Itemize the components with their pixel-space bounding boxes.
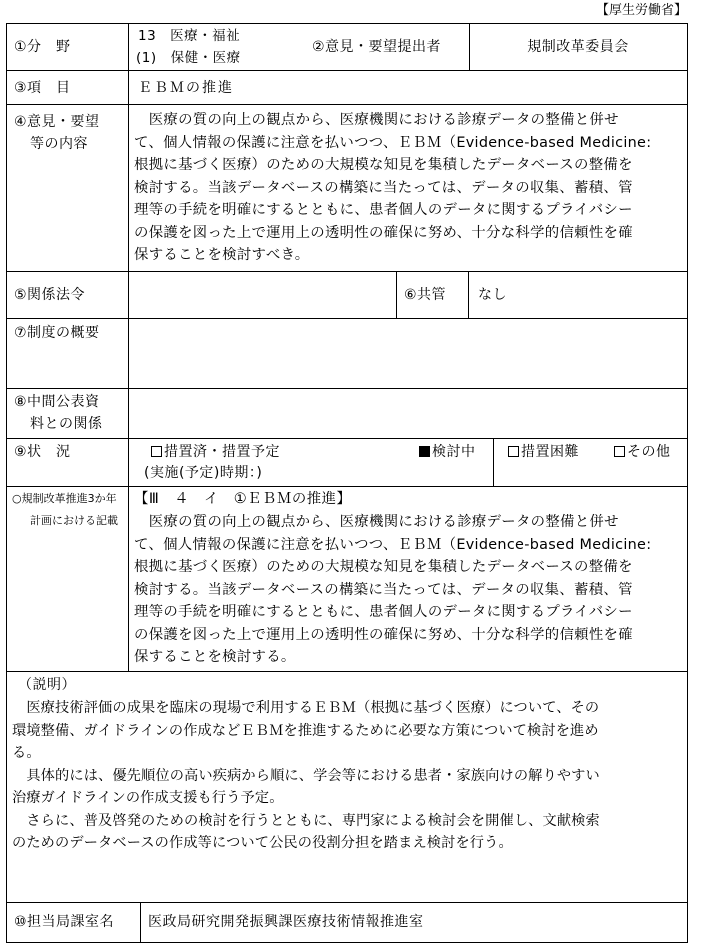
- text-line: 治療ガイドラインの作成支援も行う予定。: [12, 790, 284, 806]
- checkbox-icon: [508, 446, 519, 457]
- opinion-label-line2: 等の内容: [30, 136, 88, 152]
- office-label: ⑩担当局課室名: [14, 914, 115, 930]
- text-line: 根拠に基づく医療）のための大規模な知見を集積したデータベースの整備を: [134, 157, 633, 173]
- text-line: て、個人情報の保護に注意を払いつつ、ＥＢＭ（Evidence-based Medicine:: [134, 134, 652, 151]
- text-line: のためのデータベースの作成等について公民の役割分担を踏まえ検討を行う。: [12, 835, 513, 851]
- joint-value: なし: [478, 287, 507, 303]
- system-label: ⑦制度の概要: [14, 325, 100, 341]
- status-label: ⑨状 況: [14, 444, 71, 460]
- requester-value: 規制改革委員会: [527, 39, 629, 55]
- item-label: ③項 目: [14, 80, 71, 96]
- item-value: ＥＢＭの推進: [138, 80, 234, 96]
- text-line: の保護を図った上で運用上の透明性の確保に努め、十分な科学的信頼性を確: [134, 224, 633, 241]
- text-line: る。: [12, 745, 41, 761]
- text-line: 医療の質の向上の観点から、医療機関における診療データの整備と併せ: [134, 112, 619, 128]
- text-line: 検討する。当該データベースの構築に当たっては、データの収集、蓄積、管: [134, 581, 633, 598]
- field-label: ①分 野: [14, 39, 71, 55]
- text-line: さらに、普及啓発のための検討を行うとともに、専門家による検討会を開催し、文献検索: [12, 812, 600, 829]
- text-line: 具体的には、優先順位の高い疾病から順に、学会等における患者・家族向けの解りやすい: [12, 767, 600, 784]
- text-line: 理等の手続を明確にするとともに、患者個人のデータに関するプライバシー: [134, 604, 633, 620]
- status-option-difficult[interactable]: 措置困難: [508, 441, 579, 463]
- plan-heading: 【Ⅲ ４ イ ①ＥＢＭの推進】: [134, 491, 352, 507]
- text-line: 環境整備、ガイドラインの作成などＥＢＭを推進するために必要な方策について検討を進め: [12, 722, 599, 739]
- plan-label-line1: ○規制改革推進3か年: [12, 492, 117, 505]
- text-line: 理等の手続を明確にするとともに、患者個人のデータに関するプライバシー: [134, 202, 633, 218]
- field-value-line2: (1) 保健・医療: [136, 50, 241, 66]
- requester-label: ②意見・要望提出者: [312, 39, 442, 55]
- status-period: (実施(予定)時期：): [144, 465, 263, 481]
- text-line: 根拠に基づく医療）のための大規模な知見を集積したデータベースの整備を: [134, 559, 633, 575]
- opinion-content: [134, 109, 684, 267]
- checkbox-icon: [614, 446, 625, 457]
- text-line: 医療の質の向上の観点から、医療機関における診療データの整備と併せ: [134, 514, 619, 530]
- text-line: て、個人情報の保護に注意を払いつつ、ＥＢＭ（Evidence-based Medicine:: [134, 536, 652, 553]
- ministry-name: 【厚生労働省】: [595, 3, 687, 18]
- plan-label-line2: 計画における記載: [30, 514, 118, 527]
- checkbox-icon: [419, 446, 430, 457]
- joint-label: ⑥共管: [404, 287, 447, 303]
- text-line: 医療技術評価の成果を臨床の現場で利用するＥＢＭ（根拠に基づく医療）について、その: [12, 700, 600, 716]
- plan-content: [134, 511, 684, 669]
- laws-label: ⑤関係法令: [14, 287, 86, 303]
- office-value: 医政局研究開発振興課医療技術情報推進室: [148, 914, 424, 930]
- status-option-reviewing[interactable]: 検討中: [419, 441, 476, 463]
- text-line: 検討する。当該データベースの構築に当たっては、データの収集、蓄積、管: [134, 179, 633, 196]
- text-line: の保護を図った上で運用上の透明性の確保に努め、十分な科学的信頼性を確: [134, 626, 633, 643]
- status-option-other[interactable]: その他: [614, 441, 671, 463]
- opinion-label-line1: ④意見・要望: [14, 114, 100, 130]
- text-line: 保することを検討する。: [134, 649, 296, 665]
- text-line: 保することを検討すべき。: [134, 247, 310, 263]
- interim-label-line1: ⑧中間公表資: [14, 394, 100, 410]
- interim-label-line2: 料との関係: [30, 416, 103, 432]
- explanation-heading: （説明）: [18, 677, 76, 693]
- explanation-content: [12, 697, 684, 855]
- field-value-line1: 13 医療・福祉: [138, 28, 241, 44]
- checkbox-icon: [151, 446, 162, 457]
- status-option-implemented[interactable]: 措置済・措置予定: [151, 441, 280, 463]
